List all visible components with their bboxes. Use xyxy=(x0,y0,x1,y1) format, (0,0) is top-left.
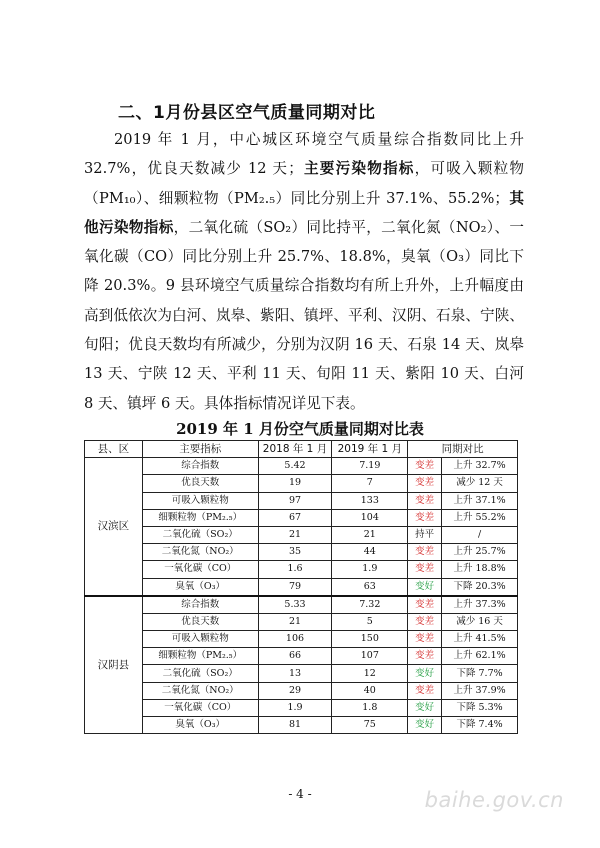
value-2019-cell: 44 xyxy=(332,544,408,561)
status-cell: 变差 xyxy=(408,613,442,630)
indicator-cell: 综合指数 xyxy=(142,596,258,614)
paragraph-text-2: ，可吸入颗粒物（PM₁₀）、细颗粒物（PM₂.₅）同比分别上升 37.1%、55.2%； xyxy=(84,160,524,207)
table-row xyxy=(85,682,518,699)
compare-cell: 上升 37.9% xyxy=(442,682,518,699)
header-county: 县、区 xyxy=(85,441,143,458)
value-2019-cell: 104 xyxy=(332,509,408,526)
value-2019-cell: 7.19 xyxy=(332,458,408,475)
compare-cell: 下降 7.4% xyxy=(442,717,518,734)
value-2019-cell: 5 xyxy=(332,613,408,630)
table-row xyxy=(85,596,518,614)
value-2018-cell: 21 xyxy=(258,526,332,543)
value-2019-cell: 107 xyxy=(332,648,408,665)
status-cell: 变差 xyxy=(408,561,442,578)
indicator-cell: 二氧化氮（NO₂） xyxy=(142,544,258,561)
county-cell: 汉阴县 xyxy=(85,596,143,734)
indicator-cell: 可吸入颗粒物 xyxy=(142,492,258,509)
header-compare: 同期对比 xyxy=(408,441,518,458)
status-cell: 变差 xyxy=(408,631,442,648)
table-title: 2019 年 1 月份空气质量同期对比表 xyxy=(176,420,424,438)
table-row xyxy=(85,665,518,682)
status-cell: 变差 xyxy=(408,544,442,561)
indicator-cell: 二氧化硫（SO₂） xyxy=(142,665,258,682)
compare-cell: / xyxy=(442,526,518,543)
indicator-cell: 优良天数 xyxy=(142,613,258,630)
value-2018-cell: 81 xyxy=(258,717,332,734)
table-header-row xyxy=(85,441,518,458)
value-2018-cell: 29 xyxy=(258,682,332,699)
indicator-cell: 臭氧（O₃） xyxy=(142,717,258,734)
table-row xyxy=(85,492,518,509)
indicator-cell: 二氧化氮（NO₂） xyxy=(142,682,258,699)
value-2018-cell: 66 xyxy=(258,648,332,665)
page-number: - 4 - xyxy=(288,787,312,801)
paragraph-text-1: 2019 年 1 月，中心城区环境空气质量综合指数同比上升 32.7%，优良天数减少 12 天； xyxy=(84,131,524,178)
status-cell: 变差 xyxy=(408,458,442,475)
value-2019-cell: 133 xyxy=(332,492,408,509)
status-cell: 变差 xyxy=(408,596,442,614)
status-cell: 变好 xyxy=(408,665,442,682)
indicator-cell: 臭氧（O₃） xyxy=(142,578,258,596)
value-2018-cell: 1.6 xyxy=(258,561,332,578)
value-2018-cell: 97 xyxy=(258,492,332,509)
indicator-cell: 细颗粒物（PM₂.₅） xyxy=(142,509,258,526)
indicator-cell: 一氧化碳（CO） xyxy=(142,561,258,578)
value-2018-cell: 79 xyxy=(258,578,332,596)
table-row xyxy=(85,509,518,526)
paragraph-bold-1: 主要污染物指标 xyxy=(302,160,415,178)
table-row xyxy=(85,648,518,665)
value-2018-cell: 5.42 xyxy=(258,458,332,475)
table-row xyxy=(85,613,518,630)
paragraph-bold-2: 其他污染物指标 xyxy=(84,189,524,236)
value-2018-cell: 67 xyxy=(258,509,332,526)
paragraph-text-3: ，二氧化硫（SO₂）同比持平，二氧化氮（NO₂）、一氧化碳（CO）同比分别上升 25.7%、18.8%，臭氧（O₃）同比下降 20.3%。9 县环境空气质量综合指数均有所上升外，上升幅度由高到低依次为白河、岚皋、紫阳、镇坪、平利、汉阴、石泉、宁陕、旬阳；优良天数均有所减少，分别为汉阴 16 天、石泉 14 天、岚皋 13 天、宁陕 12 天、平利 11 天、旬阳 11 天、紫阳 10 天、白河 8 天、镇坪 6 天。具体指标情况详见下表。 xyxy=(84,218,524,412)
compare-cell: 下降 7.7% xyxy=(442,665,518,682)
indicator-cell: 优良天数 xyxy=(142,475,258,492)
compare-cell: 上升 62.1% xyxy=(442,648,518,665)
table-row xyxy=(85,475,518,492)
header-indicator: 主要指标 xyxy=(142,441,258,458)
value-2019-cell: 75 xyxy=(332,717,408,734)
status-cell: 变好 xyxy=(408,699,442,716)
value-2019-cell: 1.8 xyxy=(332,699,408,716)
indicator-cell: 细颗粒物（PM₂.₅） xyxy=(142,648,258,665)
status-cell: 持平 xyxy=(408,526,442,543)
value-2019-cell: 12 xyxy=(332,665,408,682)
status-cell: 变差 xyxy=(408,475,442,492)
header-2018: 2018 年 1 月 xyxy=(258,441,332,458)
status-cell: 变差 xyxy=(408,509,442,526)
county-cell: 汉滨区 xyxy=(85,458,143,596)
status-cell: 变差 xyxy=(408,492,442,509)
compare-cell: 上升 55.2% xyxy=(442,509,518,526)
value-2018-cell: 35 xyxy=(258,544,332,561)
value-2018-cell: 106 xyxy=(258,631,332,648)
value-2018-cell: 13 xyxy=(258,665,332,682)
status-cell: 变好 xyxy=(408,717,442,734)
value-2019-cell: 40 xyxy=(332,682,408,699)
value-2019-cell: 7 xyxy=(332,475,408,492)
compare-cell: 上升 37.1% xyxy=(442,492,518,509)
value-2018-cell: 19 xyxy=(258,475,332,492)
value-2018-cell: 21 xyxy=(258,613,332,630)
table-row xyxy=(85,631,518,648)
status-cell: 变差 xyxy=(408,648,442,665)
compare-cell: 上升 41.5% xyxy=(442,631,518,648)
compare-cell: 减少 12 天 xyxy=(442,475,518,492)
table-row xyxy=(85,699,518,716)
value-2019-cell: 21 xyxy=(332,526,408,543)
status-cell: 变好 xyxy=(408,578,442,596)
compare-cell: 上升 18.8% xyxy=(442,561,518,578)
compare-cell: 下降 5.3% xyxy=(442,699,518,716)
comparison-table xyxy=(84,440,518,734)
compare-cell: 上升 37.3% xyxy=(442,596,518,614)
table-row xyxy=(85,561,518,578)
value-2019-cell: 63 xyxy=(332,578,408,596)
compare-cell: 上升 25.7% xyxy=(442,544,518,561)
table-row xyxy=(85,717,518,734)
compare-cell: 上升 32.7% xyxy=(442,458,518,475)
value-2019-cell: 150 xyxy=(332,631,408,648)
indicator-cell: 二氧化硫（SO₂） xyxy=(142,526,258,543)
indicator-cell: 一氧化碳（CO） xyxy=(142,699,258,716)
table-row xyxy=(85,544,518,561)
value-2018-cell: 1.9 xyxy=(258,699,332,716)
watermark-logo: baihe.gov.cn xyxy=(424,788,564,812)
indicator-cell: 可吸入颗粒物 xyxy=(142,631,258,648)
compare-cell: 减少 16 天 xyxy=(442,613,518,630)
table-row xyxy=(85,578,518,596)
compare-cell: 下降 20.3% xyxy=(442,578,518,596)
value-2019-cell: 1.9 xyxy=(332,561,408,578)
summary-paragraph xyxy=(84,125,524,418)
table-row xyxy=(85,458,518,475)
table-row xyxy=(85,526,518,543)
indicator-cell: 综合指数 xyxy=(142,458,258,475)
section-heading: 二、1月份县区空气质量同期对比 xyxy=(118,103,376,123)
header-2019: 2019 年 1 月 xyxy=(332,441,408,458)
status-cell: 变差 xyxy=(408,682,442,699)
value-2018-cell: 5.33 xyxy=(258,596,332,614)
value-2019-cell: 7.32 xyxy=(332,596,408,614)
